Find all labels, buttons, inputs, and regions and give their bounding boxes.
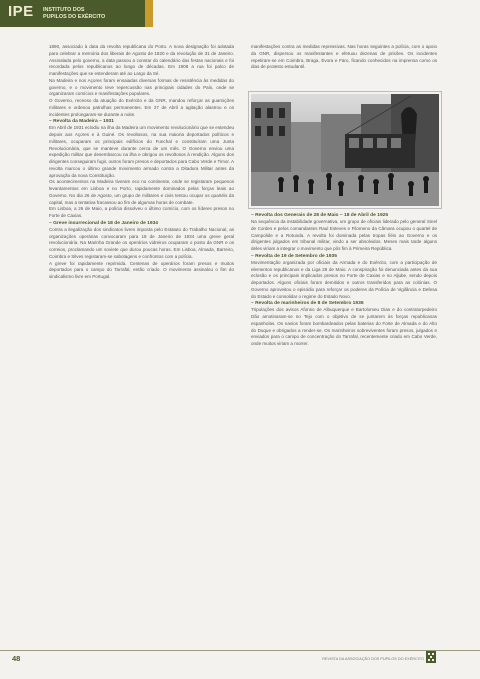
masthead-logo: IPE [8,3,34,20]
body-paragraph: Tripulações dos avisos Afonso de Albuquerque e Bartolomeu Dias e do contratorpedeiro Dão amotinaram-se no Tejo com o objetivo de se juntarem às forças republicanas espanholas. Os navios foram bombardeados pelas baterias do Forte de Almada e do Alto do Duque e obrigados a render-se. Os marinheiros sobreviventes foram presos, julgados e enviados para o campo de concentração do Tarrafal, recentemente criado em Cabo Verde, onde muitos viriam a morrer. [251,307,437,346]
body-paragraph: Movimentação organizada por oficiais da Armada e do Exército, com a participação de elementos republicanos e da Liga 28 de Maio. A conspiração foi denunciada antes da sua eclosão e os principais implicados presos no Forte de Caxias e no Aljube, sendo depois deportados. Alguns oficiais foram demitidos e outros transferidos para as colónias. O Governo aproveitou o episódio para reforçar os poderes da Polícia de Vigilância e Defesa do Estado e consolidar o regime do Estado Novo. [251,259,437,299]
section-heading: – Revolta dos Generais de 28 de Maio – 18 de Abril de 1925 [251,212,437,219]
body-paragraph: Contra a ilegalização dos sindicatos livres imposta pelo Estatuto do Trabalho Nacional, as organizações operárias convocaram para 18 de Janeiro de 1934 uma greve geral revolucionária. Na Marinha Grande os operários vidreiros ocuparam o posto da GNR e os correios, proclamando um soviete que durou poucas horas. Em Lisboa, Almada, Barreiro, Coimbra e Silves registaram-se sabotagens e confrontos com a polícia. [49,226,234,259]
right-column-bottom [251,212,437,348]
section-heading: – Revolta da Madeira – 1931 [49,118,234,125]
section-heading: – Revolta de marinheiros de 8 de Setembro 1936 [251,300,437,307]
masthead-institute: INSTITUTO DOS PUPILOS DO EXÉRCITO [43,7,106,20]
body-paragraph: Os acontecimentos na Madeira tiveram eco no continente, onde se registaram pequenos levantamentos em Lisboa e no Porto, rapidamente dominados pelas forças leais ao Governo. No dia 26 de Agosto, um grupo de militares e civis tentou ocupar os quartéis da capital, mas a tentativa fracassou ao fim de algumas horas de combate. [49,179,234,205]
footer-rule [0,650,480,651]
body-paragraph: Em Lisboa, a 26 de Maio, a polícia dissolveu o último comício, com os líderes presos no Forte de Caxias. [49,206,234,218]
historical-photo [249,92,441,208]
section-heading: – Revolta de 19 de Setembro de 1935 [251,253,437,260]
body-paragraph: Na sequência da instabilidade governativa, um grupo de oficiais liderado pelo general Sinel de Cordes e pelos comandantes Raul Esteves e Filomeno da Câmara ocupou o quartel de Campolide e a Rotunda. A revolta foi dominada pelas tropas fiéis ao Governo e os dirigentes julgados em tribunal militar, vindo a ser absolvidos. Meses mais tarde alguns deles viriam a integrar o movimento que pôs fim à Primeira República. [251,219,437,251]
masthead-accent-tab [145,0,153,27]
masthead [0,0,153,27]
body-paragraph: A greve foi rapidamente reprimida. Centenas de operários foram presos e muitos deportados para o campo do Tarrafal, então criado. O movimento assinalou o fim do sindicalismo livre em Portugal. [49,260,234,279]
photo-illustration [251,94,439,206]
section-heading: – Greve insurrecional de 18 de Janeiro de 1934 [49,220,234,227]
body-paragraph: Em Abril de 1931 eclodiu na ilha da Madeira um movimento revolucionário que se estendeu depois aos Açores e à Guiné. Os revoltosos, na sua maioria deportados políticos e militares, ocuparam os principais edifícios do Funchal e constituíram uma Junta Revolucionária, que se manteve durante cerca de um mês. O Governo enviou uma expedição militar que desembarcou na ilha e obrigou os revoltosos à rendição. Alguns dos dirigentes conseguiram fugir, outros foram presos e deportados para Cabo Verde e Timor. A revolta marcou o último grande movimento armado contra a Ditadura Militar antes da aprovação da nova Constituição. [49,125,234,178]
left-column [49,44,234,281]
right-column-top [251,44,437,71]
footer-publication: REVISTA DA ASSOCIAÇÃO DOS PUPILOS DO EXÉRCITO [322,657,424,661]
body-paragraph: Na Madeira e nos Açores foram ensaiadas diversas formas de resistência às medidas do governo, e o movimento teve repercussão nas principais cidades do País, onde se organizaram comícios e manifestações populares. [49,77,234,97]
page-number: 48 [12,654,21,663]
association-emblem-icon [426,651,436,663]
body-paragraph: manifestações contra as medidas repressivas. Nas horas seguintes a polícia, com o apoio da GNR, dispersou os manifestantes e efetuou dezenas de prisões. Os incidentes repetiram-se em Coimbra, Braga, Évora e Faro, ficando conhecidos na imprensa como os dias de protesto estudantil. [251,44,437,70]
body-paragraph: 1890, associado à data da revolta republicana do Porto. A nova designação foi adotada para celebrar a memória dos liberais de Agosto de 1820 e da revolução de 31 de Janeiro. Assinalada pelo governo, a data passou a constar do calendário das festas nacionais e foi recordada pelos republicanos ao longo de décadas. Em 1908 a rua foi palco de manifestações que se estenderam até ao Largo da Sé. [49,44,234,76]
body-paragraph: O Governo, receoso da atuação do Exército e da GNR, mandou reforçar as guarnições militares e ordenou patrulhas permanentes. Em 27 de Abril a agitação alastrou e os incidentes prolongaram-se durante a noite. [49,98,234,117]
